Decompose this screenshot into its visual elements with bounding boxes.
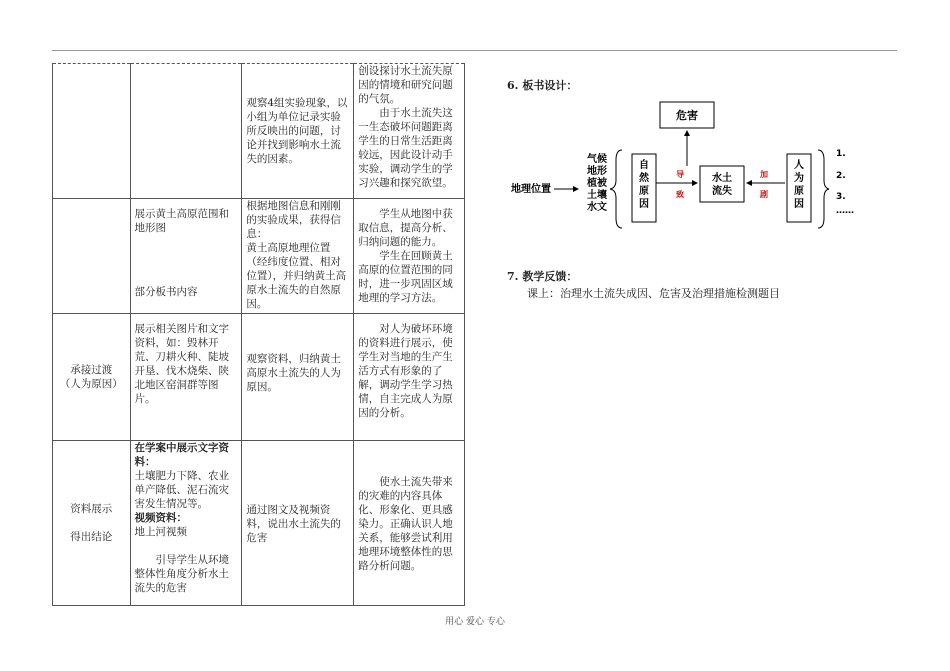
cell-text: 通过图文及视频资料，说出水土流失的危害 [246, 504, 341, 544]
soil-erosion-label: 流失 [712, 186, 732, 197]
feedback-text: 课上：治理水土流失成因、危害及治理措施检测题目 [527, 287, 780, 300]
human-cause-char: 因 [794, 199, 804, 210]
student-cell [242, 441, 354, 606]
teacher-cell [130, 199, 242, 314]
aggravate-label: 剧 [760, 190, 768, 199]
hazard-label: 危害 [676, 109, 698, 122]
cell-text: 对人为破坏环境的资料进行展示，使学生对当地的生产生活方式有形象的了解，调动学生学习热情，自主完成人为原因的分析。 [358, 323, 453, 419]
factor-item: 植被 [587, 178, 607, 189]
location-label: 地理位置 [511, 184, 551, 195]
human-brace [818, 150, 829, 228]
cell-heading: 在学案中展示文字资料： [134, 442, 230, 468]
factor-item: 气候 [587, 154, 607, 165]
human-cause-item: 1. [836, 149, 846, 159]
soil-erosion-label: 水土 [712, 173, 732, 184]
cell-heading: 视频资料： [134, 512, 188, 524]
stage-cell [53, 441, 131, 606]
stage-cell [53, 64, 131, 199]
factor-brace [610, 150, 622, 228]
feedback-heading: 7. 教学反馈： [507, 270, 578, 283]
human-cause-item: …… [836, 206, 854, 216]
factor-item: 地形 [587, 166, 607, 177]
cell-text: 观察4组实验现象，以小组为单位记录实验所反映出的问题，讨论并找到影响水土流失的因素。 [246, 97, 348, 165]
page-footer: 用心 爱心 专心 [445, 617, 505, 627]
intent-cell [354, 64, 465, 199]
stage-cell [53, 199, 131, 314]
student-cell [242, 199, 354, 314]
board-diagram [500, 95, 880, 245]
teacher-cell [130, 441, 242, 606]
student-cell [242, 64, 354, 199]
cell-text: 土壤肥力下降、农业单产降低、泥石流灾害发生情况等。 [134, 470, 230, 510]
natural-cause-char: 然 [639, 173, 649, 184]
teacher-cell [130, 64, 242, 199]
cell-text: 承接过渡 [70, 364, 113, 376]
natural-cause-char: 因 [639, 199, 649, 210]
table-row [53, 64, 465, 199]
cell-text: 学生从地图中获取信息，提高分析、归纳问题的能力。 [358, 208, 453, 248]
stage-cell [53, 314, 131, 441]
human-cause-char: 人 [794, 160, 804, 171]
cell-text: 学生在回顾黄土高原的位置范围的同时，进一步巩固区域地理的学习方法。 [358, 250, 453, 304]
factor-item: 水文 [587, 202, 607, 213]
lead-label: 致 [676, 190, 684, 199]
intent-cell [354, 441, 465, 606]
intent-cell [354, 314, 465, 441]
cell-text: 观察资料，归纳黄土高原水土流失的人为原因。 [246, 353, 341, 393]
cell-text: 创设探讨水土流失原因的情境和研究问题的气氛。 [358, 65, 453, 105]
cell-text: 使水土流失带来的灾难的内容具体化、形象化、更具感染力。正确认识人地关系，能够尝试利用地理环境整体性的思路分析问题。 [358, 476, 453, 572]
lesson-table [52, 63, 465, 606]
header-rule [52, 50, 897, 51]
human-cause-item: 3. [836, 192, 846, 202]
cell-text: 由于水土流失这一生态破坏问题距离学生的日常生活距离较远，因此设计动手实验，调动学生的学习兴趣和探究欲望。 [358, 107, 453, 189]
cell-text: 地上河视频 [134, 526, 188, 538]
cell-text: 引导学生从环境整体性角度分析水土流失的危害 [134, 554, 230, 594]
table-row [53, 314, 465, 441]
intent-cell [354, 199, 465, 314]
cell-text: 得出结论 [70, 531, 113, 543]
natural-cause-char: 自 [639, 160, 649, 171]
lead-label: 导 [676, 170, 684, 179]
student-cell [242, 314, 354, 441]
human-cause-char: 原 [794, 186, 804, 197]
table-row [53, 441, 465, 606]
aggravate-label: 加 [760, 170, 768, 179]
factor-list [587, 152, 608, 213]
cell-text: 展示黄土高原范围和地形图 [134, 208, 230, 234]
factor-item: 土壤 [587, 190, 607, 201]
natural-cause-char: 原 [639, 186, 649, 197]
cell-text: 根据地图信息和刚刚的实验成果，获得信息： [246, 200, 341, 240]
cell-text: 黄土高原地理位置（经纬度位置、相对位置），并归纳黄土高原水土流失的自然原因。 [246, 242, 347, 310]
cell-text: （人为原因） [59, 378, 123, 390]
cell-text: 展示相关图片和文字资料，如：毁林开荒、刀耕火种、陡坡开垦、伐木烧柴、陕北地区窑洞群等图片。 [134, 323, 230, 405]
human-cause-item: 2. [836, 171, 846, 181]
board-heading: 6. 板书设计： [507, 79, 578, 92]
table-row [53, 199, 465, 314]
teacher-cell [130, 314, 242, 441]
cell-text: 部分板书内容 [134, 286, 198, 298]
cell-text: 资料展示 [70, 503, 113, 515]
human-cause-char: 为 [794, 173, 804, 184]
